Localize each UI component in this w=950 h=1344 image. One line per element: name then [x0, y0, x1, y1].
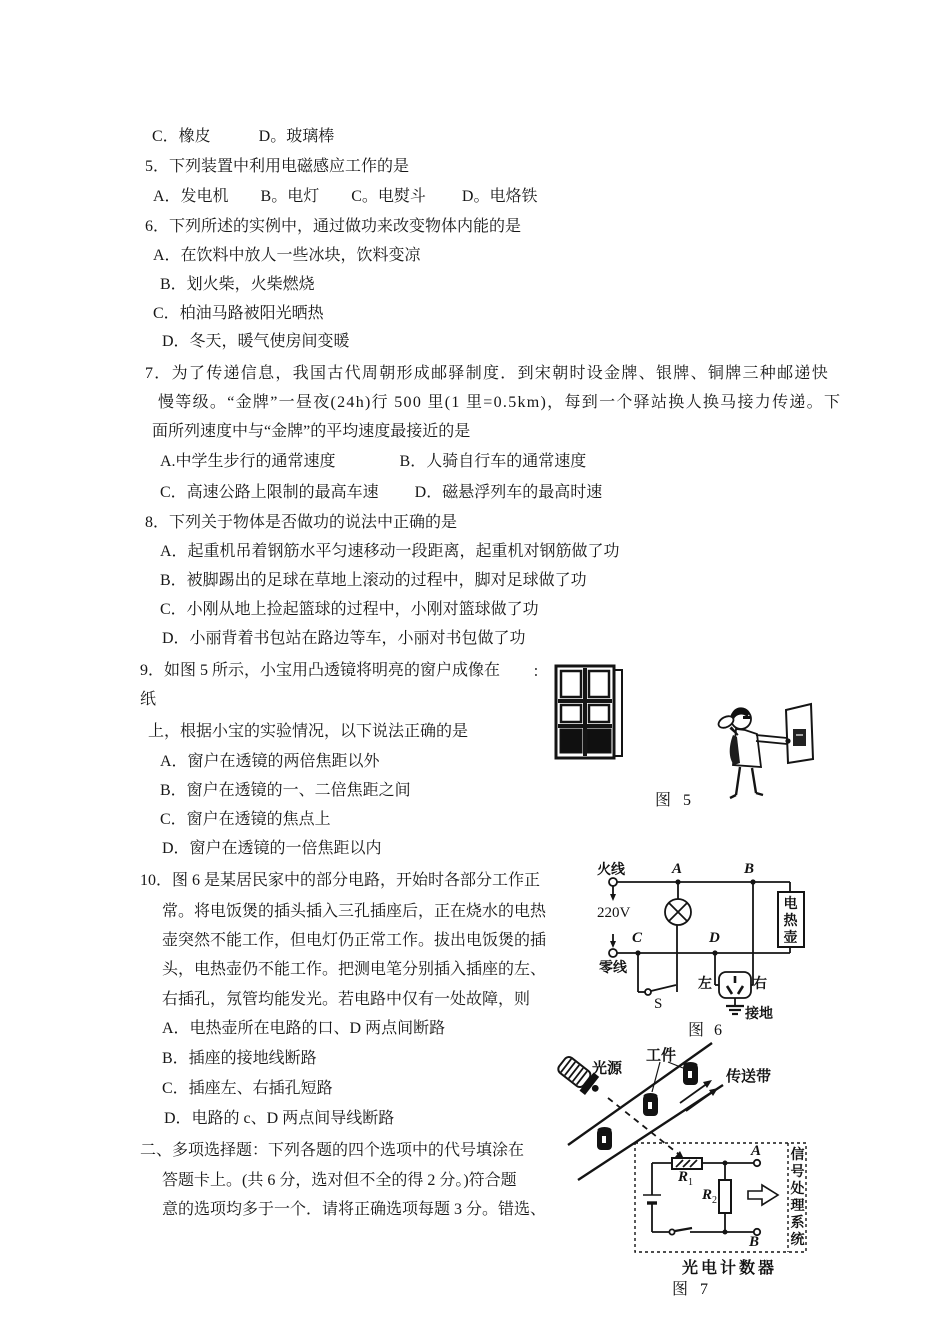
socket-symbol	[715, 882, 753, 998]
text-line: 慢等级。“金牌”一昼夜(24h)行 500 里(1 里=0.5km)，每到一个驿站换人换马接力传递。下	[158, 394, 842, 411]
node-b-label: B	[744, 861, 755, 877]
photo-counter-label: 光电计数器	[682, 1260, 778, 1277]
text-line: B．划火柴，火柴燃烧	[160, 276, 315, 293]
terminal-a	[754, 1160, 760, 1166]
text-line: C．高速公路上限制的最高车速 D．磁悬浮列车的最高时速	[160, 484, 603, 501]
text-line: D．电路的 c、D 两点间导线断路	[164, 1110, 395, 1127]
battery-symbol	[643, 1195, 661, 1203]
text-line: A．在饮料中放人一些冰块，饮料变凉	[153, 247, 421, 264]
terminal-a-label: A	[751, 1143, 762, 1159]
text-line: 5．下列装置中利用电磁感应工作的是	[145, 158, 410, 175]
window-sketch	[556, 666, 622, 758]
text-line: C．窗户在透镜的焦点上	[160, 811, 331, 828]
text-line: 头，电热壶仍不能工作。把测电笔分别插入插座的左、	[162, 961, 547, 978]
figure-6-circuit	[595, 855, 885, 1045]
neutral-wire-label: 零线	[599, 961, 627, 976]
text-line: D．小丽背着书包站在路边等车，小丽对书包做了功	[162, 630, 526, 647]
text-line: A．发电机 B。电灯 C。电熨斗 D。电烙铁	[153, 188, 538, 205]
text-line: C．橡皮 D。玻璃棒	[152, 128, 335, 145]
text-line: 9．如图 5 所示，小宝用凸透镜将明亮的窗户成像在	[140, 662, 501, 679]
neutral-terminal	[609, 949, 617, 957]
node-d-label: D	[709, 930, 720, 946]
text-line: 纸	[140, 691, 157, 708]
figure-6-caption: 图 6	[688, 1022, 726, 1039]
text-line: 答题卡上。(共 6 分，选对但不全的得 2 分。)符合题	[162, 1172, 517, 1189]
switch-symbol	[638, 953, 676, 995]
figure-7-caption: 图 7	[672, 1281, 713, 1298]
r2-label: $R_2$	[702, 1187, 718, 1206]
text-line: 面所列速度中与“金牌”的平均速度最接近的是	[152, 423, 471, 440]
light-source-label: 光源	[592, 1061, 623, 1077]
text-line: 常。将电饭煲的插头插入三孔插座后，正在烧水的电热	[162, 903, 547, 920]
ground-label: 接地	[745, 1007, 773, 1022]
socket-right-label: 右	[753, 977, 767, 992]
text-line: A．电热壶所在电路的口、D 两点间断路	[162, 1020, 446, 1037]
text-line: 二、多项选择题：下列各题的四个选项中的代号填涂在	[140, 1142, 525, 1159]
switch-s-label: S	[654, 996, 663, 1012]
node-a-label: A	[672, 861, 683, 877]
ground-symbol	[726, 998, 744, 1014]
text-line: 10．图 6 是某居民家中的部分电路，开始时各部分工作正	[140, 872, 541, 889]
text-line: 意的选项均多于一个．请将正确选项每题 3 分。错选、	[162, 1201, 547, 1218]
kettle-label: 电热壶	[783, 897, 798, 946]
text-line: 7．为了传递信息，我国古代周朝形成邮驿制度．到宋朝时设金牌、银牌、铜牌三种邮递快	[145, 365, 830, 382]
text-line: B．窗户在透镜的一、二倍焦距之间	[160, 782, 411, 799]
signal-system-label: 信号处理系统	[790, 1148, 805, 1248]
text-line: 右插孔，氖管均能发光。若电路中仅有一处故障，则	[162, 991, 531, 1008]
output-arrow	[748, 1185, 778, 1205]
belt-label: 传送带	[726, 1069, 772, 1085]
voltage-label: 220V	[597, 905, 631, 921]
text-line: A．窗户在透镜的两倍焦距以外	[160, 753, 380, 770]
socket-left-label: 左	[698, 977, 712, 992]
r1-label: $R_1$	[678, 1169, 694, 1188]
node-c-label: C	[632, 930, 643, 946]
text-line: 上，根据小宝的实验情况，以下说法正确的是	[148, 723, 469, 740]
text-line: C．插座左、右插孔短路	[162, 1080, 333, 1097]
text-line: D．窗户在透镜的一倍焦距以内	[162, 840, 382, 857]
scan-noise-mark: ∶	[534, 665, 538, 681]
text-line: C．小刚从地上捡起篮球的过程中，小刚对篮球做了功	[160, 601, 539, 618]
text-line: 6．下列所述的实例中，通过做功来改变物体内能的是	[145, 218, 522, 235]
live-wire-label: 火线	[597, 863, 625, 878]
text-line: A．起重机吊着钢筋水平匀速移动一段距离，起重机对钢筋做了功	[160, 543, 620, 560]
text-line: B．被脚踢出的足球在草地上滚动的过程中，脚对足球做了功	[160, 572, 587, 589]
terminal-b-label: B	[749, 1234, 760, 1250]
text-line: A.中学生步行的通常速度 B．人骑自行车的通常速度	[160, 453, 587, 470]
text-line: 8．下列关于物体是否做功的说法中正确的是	[145, 514, 458, 531]
text-line: 壶突然不能工作，但电灯仍正常工作。拔出电饭煲的插	[162, 932, 547, 949]
resistor-r2	[719, 1163, 731, 1235]
photoresistor-r1	[672, 1158, 702, 1169]
text-line: D．冬天，暖气使房间变暖	[162, 333, 350, 350]
figure-5-caption: 图 5	[655, 792, 696, 809]
boy-figure	[717, 704, 813, 798]
live-terminal	[609, 878, 617, 886]
text-line: B．插座的接地线断路	[162, 1050, 317, 1067]
workpiece-label: 工件	[646, 1048, 677, 1064]
text-line: C．柏油马路被阳光晒热	[153, 305, 324, 322]
lamp-symbol	[665, 882, 691, 925]
